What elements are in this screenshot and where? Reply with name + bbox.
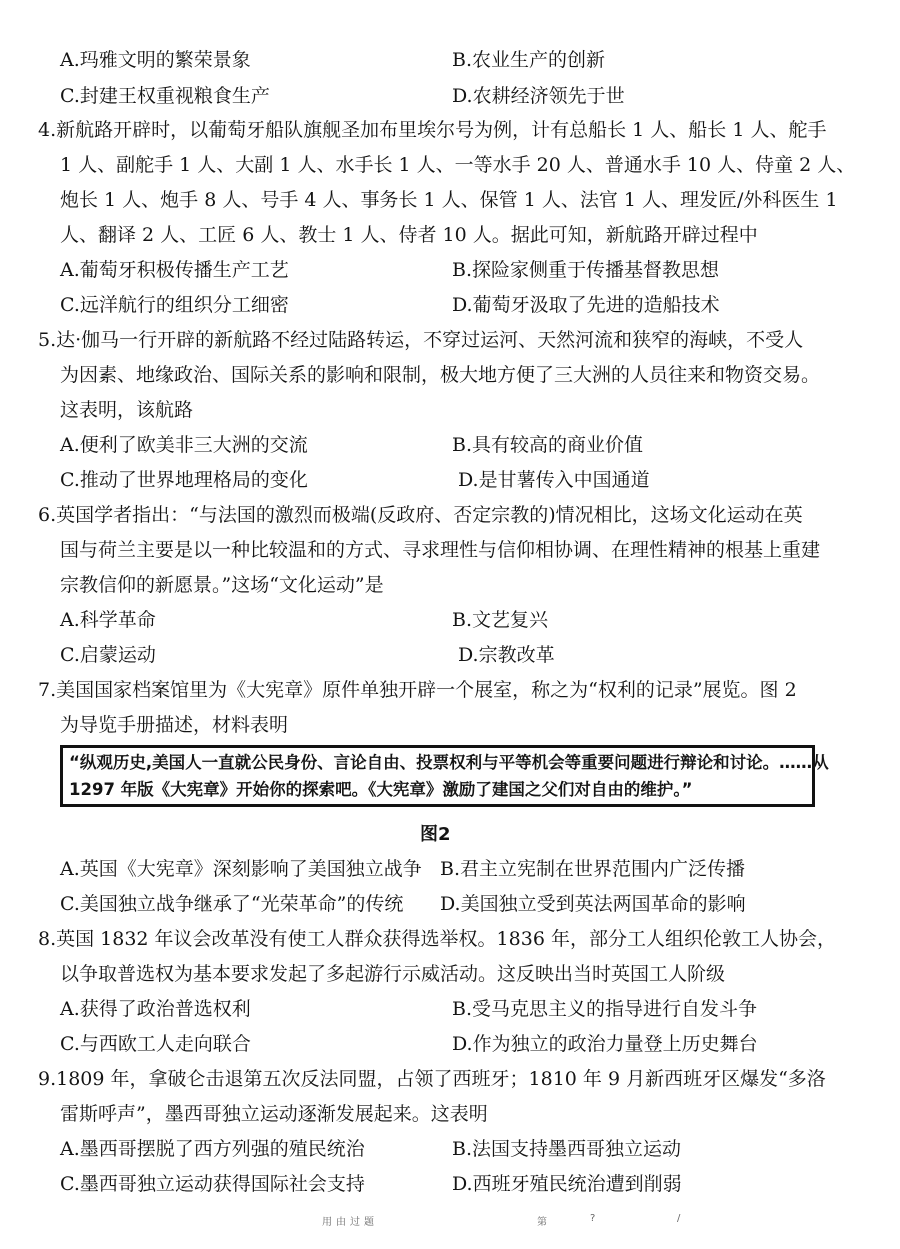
q5-option-a: A.便利了欧美非三大洲的交流: [60, 434, 308, 456]
q9-option-c: C.墨西哥独立运动获得国际社会支持: [60, 1173, 365, 1195]
q7-option-d: D.美国独立受到英法两国革命的影响: [440, 893, 746, 915]
quote-line: 1297 年版《大宪章》开始你的探索吧。《大宪章》激励了建国之父们对自由的维护。”: [69, 780, 693, 799]
q9-option-d: D.西班牙殖民统治遭到削弱: [452, 1173, 682, 1195]
q4-option-b: B.探险家侧重于传播基督教思想: [452, 259, 720, 281]
q9-option-a: A.墨西哥摆脱了西方列强的殖民统治: [60, 1138, 365, 1160]
q3-option-b: B.农业生产的创新: [452, 49, 606, 71]
figure-caption: 图2: [420, 824, 451, 845]
q5-stem-line: 为因素、地缘政治、国际关系的影响和限制，极大地方便了三大洲的人员往来和物资交易。: [60, 364, 821, 386]
q7-stem-line: 为导览手册描述，材料表明: [60, 714, 289, 736]
q8-option-d: D.作为独立的政治力量登上历史舞台: [452, 1033, 758, 1055]
quote-line: “纵观历史,美国人一直就公民身份、言论自由、投票权利与平等机会等重要问题进行辩论和讨论。……从: [69, 753, 829, 772]
q6-option-a: A.科学革命: [60, 609, 156, 631]
q6-stem-line: 6.英国学者指出：“与法国的激烈而极端(反政府、否定宗教的)情况相比，这场文化运动在英: [38, 504, 803, 526]
q4-stem-line: 炮长 1 人、炮手 8 人、号手 4 人、事务长 1 人、保管 1 人、法官 1 人、理发匠/外科医生 1: [60, 189, 838, 211]
q3-option-c: C.封建王权重视粮食生产: [60, 85, 270, 107]
q6-stem-line: 宗教信仰的新愿景。”这场“文化运动”是: [60, 574, 384, 596]
q6-stem-line: 国与荷兰主要是以一种比较温和的方式、寻求理性与信仰相协调、在理性精神的根基上重建: [60, 539, 821, 561]
q6-option-b: B.文艺复兴: [452, 609, 549, 631]
q4-option-a: A.葡萄牙积极传播生产工艺: [60, 259, 289, 281]
q8-option-c: C.与西欧工人走向联合: [60, 1033, 251, 1055]
q6-option-d: D.宗教改革: [458, 644, 555, 666]
q3-option-d: D.农耕经济领先于世: [452, 85, 625, 107]
q4-option-c: C.远洋航行的组织分工细密: [60, 294, 289, 316]
q5-option-b: B.具有较高的商业价值: [452, 434, 644, 456]
q4-option-d: D.葡萄牙汲取了先进的造船技术: [452, 294, 720, 316]
q5-option-d: D.是甘薯传入中国通道: [458, 469, 650, 491]
q7-option-c: C.美国独立战争继承了“光荣革命”的传统: [60, 893, 404, 915]
q6-option-c: C.启蒙运动: [60, 644, 156, 666]
q9-stem-line: 雷斯呼声”，墨西哥独立运动逐渐发展起来。这表明: [60, 1103, 488, 1125]
q4-stem-line: 4.新航路开辟时，以葡萄牙船队旗舰圣加布里埃尔号为例，计有总船长 1 人、船长 1 人、舵手: [38, 119, 827, 141]
q3-option-a: A.玛雅文明的繁荣景象: [60, 49, 251, 71]
q7-option-a: A.英国《大宪章》深刻影响了美国独立战争: [60, 858, 422, 880]
q7-option-b: B.君主立宪制在世界范围内广泛传播: [440, 858, 746, 880]
q9-stem-line: 9.1809 年，拿破仑击退第五次反法同盟，占领了西班牙；1810 年 9 月新西班牙区爆发“多洛: [38, 1068, 826, 1090]
figure-2-quote-box: [60, 745, 829, 807]
q8-stem-line: 8.英国 1832 年议会改革没有使工人群众获得选举权。1836 年，部分工人组织伦敦工人协会，: [38, 928, 836, 950]
q5-stem-line: 这表明，该航路: [60, 399, 194, 421]
q8-stem-line: 以争取普选权为基本要求发起了多起游行示威活动。这反映出当时英国工人阶级: [60, 963, 726, 985]
footer-left: 用由过题: [322, 1217, 378, 1228]
q4-stem-line: 人、翻译 2 人、工匠 6 人、教士 1 人、侍者 10 人。据此可知，新航路开辟过程中: [60, 224, 758, 246]
footer-separator: /: [677, 1213, 685, 1224]
q4-stem-line: 1 人、副舵手 1 人、大副 1 人、水手长 1 人、一等水手 20 人、普通水手 10 人、侍童 2 人、: [60, 154, 856, 176]
footer-page-label: 第: [537, 1217, 551, 1228]
footer-page-number: ?: [590, 1213, 600, 1224]
q8-option-a: A.获得了政治普选权利: [60, 998, 251, 1020]
q9-option-b: B.法国支持墨西哥独立运动: [452, 1138, 682, 1160]
q5-stem-line: 5.达·伽马一行开辟的新航路不经过陆路转运，不穿过运河、天然河流和狭窄的海峡，不受人: [38, 329, 804, 351]
q7-stem-line: 7.美国国家档案馆里为《大宪章》原件单独开辟一个展室，称之为“权利的记录”展览。图 2: [38, 679, 797, 701]
q8-option-b: B.受马克思主义的指导进行自发斗争: [452, 998, 758, 1020]
q5-option-c: C.推动了世界地理格局的变化: [60, 469, 308, 491]
